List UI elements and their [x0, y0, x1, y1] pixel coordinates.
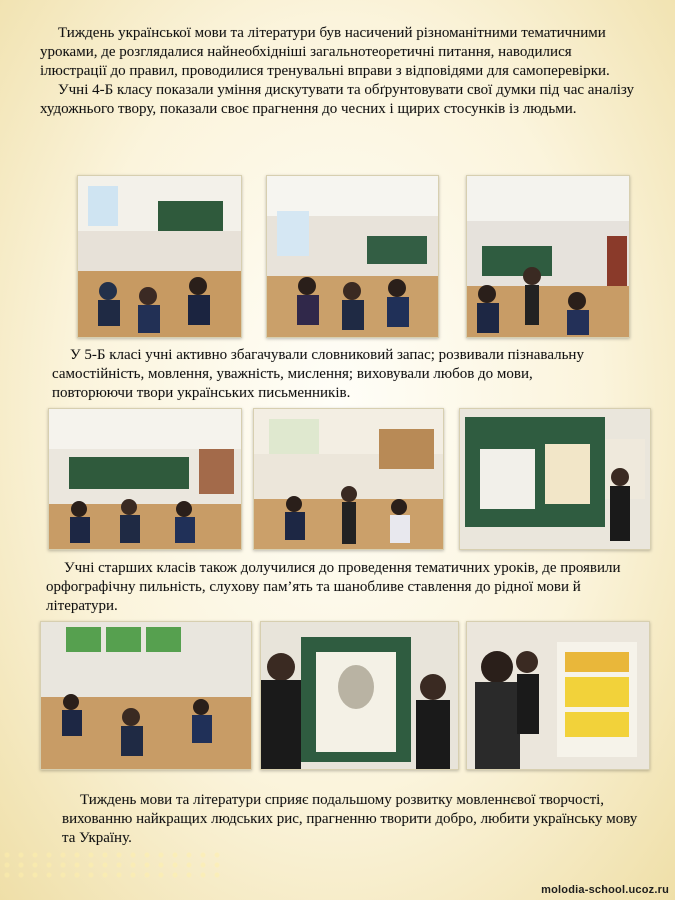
intro-text-block: [40, 24, 640, 119]
photo-senior-3: [466, 621, 650, 770]
senior-classes-paragraph: Учні старших класів також долучилися до проведення тематичних уроків, де проявили орфографічну пильність, слухову пам’ять та шанобливе ставлення до рідної мови й літератури.: [46, 560, 621, 614]
photo-senior-2: [260, 621, 459, 770]
photo-senior-1: [40, 621, 252, 770]
footer-site: molodia-school.ucoz.ru: [541, 884, 669, 896]
intro-paragraph: Тиждень української мови та літератури був насичений різноманітними тематичними уроками, де розглядалися найнеобхідніші загальнотеоретичні питання, наводилися ілюстрації до правил, проводилися тренувальні вправи з відповідями для самоперевірки.: [40, 25, 610, 79]
conclusion-paragraph: Тиждень мови та літератури сприяє подальшому розвитку мовленнєвої творчості, вихованню найкращих людських рис, прагненню творити добро, любити українську мову та Україну.: [62, 792, 638, 846]
class-5b-paragraph: У 5-Б класі учні активно збагачували словниковий запас; розвивали пізнавальну самостійність, мовлення, уважність, мислення; виховували любов до мови, повторюючи твори українських письменників.: [52, 347, 584, 401]
class-4b-paragraph: Учні 4-Б класу показали уміння дискутувати та обґрунтовувати свої думки під час аналізу художнього твору, показали своє прагнення до чесних і щирих стосунків із людьми.: [40, 82, 634, 117]
photo-class-5b-3: [459, 408, 651, 550]
photo-class-4b-2: [266, 175, 439, 338]
decorative-sparkle: [0, 850, 220, 880]
photo-class-4b-1: [77, 175, 242, 338]
photo-class-5b-1: [48, 408, 242, 550]
photo-class-4b-3: [466, 175, 630, 338]
photo-class-5b-2: [253, 408, 444, 550]
